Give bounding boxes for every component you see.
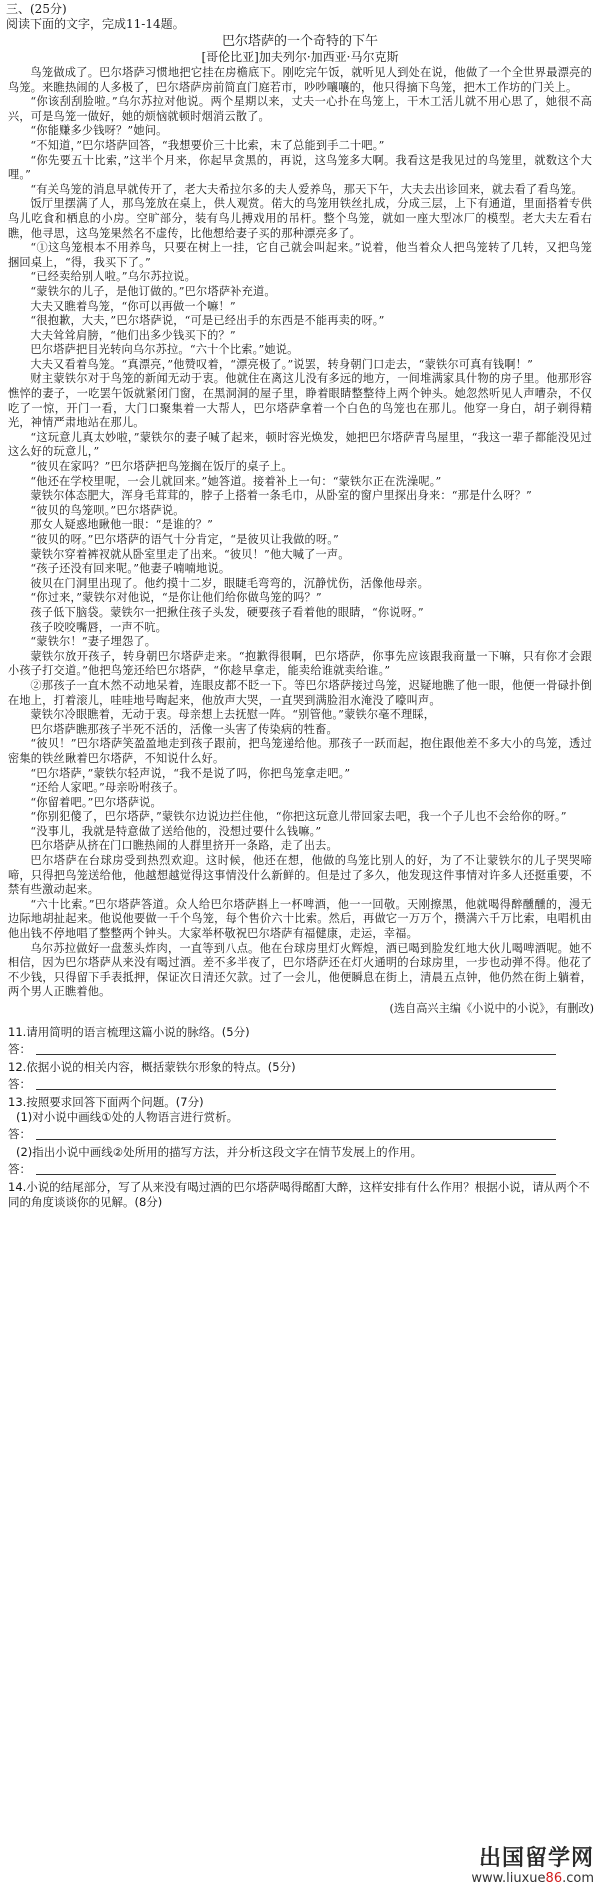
answer-label: 答： bbox=[8, 1076, 31, 1091]
story-paragraph: “六十比索。”巴尔塔萨答道。众人给巴尔塔萨斟上一杯啤酒，他一一回敬。天刚擦黑，他就喝得醉醺醺的，漫无边际地胡扯起来。他说他要做一千个鸟笼，每个售价六十比索。然后，再做它一万万个，攒满六千万比索，电唱机由他出钱不停地唱了整整两个钟头。大家举杯敬祝巴尔塔萨有福健康，走运，幸福。 bbox=[8, 897, 592, 941]
story-paragraph: 蒙铁尔穿着裤衩就从卧室里走了出来。“彼贝！”他大喊了一声。 bbox=[30, 547, 350, 561]
story-paragraph: “彼贝！”巴尔塔萨笑盈盈地走到孩子跟前，把鸟笼递给他。那孩子一跃而起，抱住跟他差不多大小的鸟笼，透过密集的铁丝瞅着巴尔塔萨，不知说什么好。 bbox=[8, 737, 592, 765]
story-paragraph: 蒙铁尔体态肥大，浑身毛茸茸的，脖子上搭着一条毛巾，从卧室的窗户里探出身来：“那是什么呀？” bbox=[30, 489, 532, 503]
watermark-site-name: 出国留学网 bbox=[478, 1846, 594, 1871]
story-paragraph: “巴尔塔萨，”蒙铁尔轻声说，“我不是说了吗，你把鸟笼拿走吧。” bbox=[30, 766, 351, 780]
question-13: 13.按照要求回答下面两个问题。(7分) bbox=[8, 1094, 204, 1109]
answer-line[interactable] bbox=[8, 1160, 592, 1180]
story-paragraph: “你能赚多少钱呀？”她问。 bbox=[30, 124, 168, 138]
question-13-part-1: (1)对小说中画线①处的人物语言进行赏析。 bbox=[16, 1109, 239, 1124]
story-paragraph: “你先要五十比索，”这半个月来，你起早贪黑的，再说，这鸟笼多大啊。我看这是我见过的鸟笼里，就数这个大哩。” bbox=[8, 153, 592, 182]
site-watermark bbox=[471, 1846, 594, 1886]
story-paragraph: 巴尔塔萨从挤在门口瞧热闹的人群里挤开一条路，走了出去。 bbox=[30, 839, 338, 853]
story-paragraph: 大夫又瞧着鸟笼，“你可以再做一个嘛！” bbox=[30, 299, 236, 313]
story-paragraph: 鸟笼做成了。巴尔塔萨习惯地把它挂在房檐底下。刚吃完午饭，就听见人到处在说，他做了一个全世界最漂亮的鸟笼。来瞧热闹的人多极了，巴尔塔萨房前简直门庭若市，吵吵嚷嚷的，他只得摘下鸟笼，把木工作坊的门关上。 bbox=[8, 66, 592, 94]
story-paragraph: “你别犯傻了，巴尔塔萨，”蒙铁尔边说边拦住他，“你把这玩意儿带回家去吧，我一个子儿也不会给你的呀。” bbox=[30, 810, 567, 824]
story-paragraph: 蒙铁尔冷眼瞧着，无动于衷。母亲想上去抚慰一阵。“别管他。”蒙铁尔毫不理睬， bbox=[30, 708, 436, 722]
story-paragraph: “蒙铁尔！”妻子埋怨了。 bbox=[30, 635, 157, 649]
section-heading: 三、(25分) bbox=[6, 2, 67, 16]
answer-label: 答： bbox=[8, 1161, 31, 1176]
story-paragraph: “有关鸟笼的消息早就传开了，老大夫希拉尔多的夫人爱养鸟，那天下午，大夫去出诊回来，就去看了看鸟笼。 bbox=[30, 182, 583, 196]
question-11: 11.请用简明的语言梳理这篇小说的脉络。(5分) bbox=[8, 1024, 250, 1039]
story-paragraph: “彼贝的鸟笼呗。”巴尔塔萨说。 bbox=[30, 503, 185, 517]
question-section bbox=[0, 1025, 600, 1210]
answer-line[interactable] bbox=[8, 1040, 592, 1060]
story-paragraph: 巴尔塔萨把目光转向乌尔苏拉。“六十个比索。”她说。 bbox=[30, 343, 299, 357]
story-title: 巴尔塔萨的一个奇特的下午 bbox=[221, 34, 378, 49]
story-paragraph: 蒙铁尔放开孩子，转身朝巴尔塔萨走来。“抱歉得很啊，巴尔塔萨，你事先应该跟我商量一下嘛，只有你才会跟小孩子打交道。”他把鸟笼还给巴尔塔萨，“你趁早拿走，能卖给谁就卖给谁。” bbox=[8, 649, 592, 678]
reading-instruction: 阅读下面的文字，完成11-14题。 bbox=[6, 17, 185, 31]
story-paragraph: “没事儿，我就是特意做了送给他的，没想过要什么钱嘛。” bbox=[30, 824, 322, 838]
story-paragraph: 乌尔苏拉做好一盘葱头炸肉，一直等到八点。他在台球房里灯火辉煌，酒已喝到脸发红地大伙儿喝啤酒呢。她不相信，因为巴尔塔萨从来没有喝过酒。差不多半夜了，巴尔塔萨还在灯火通明的台球房里，一步也动弹不得。他花了不少钱，只得留下手表抵押，保证次日清还欠款。过了一会儿，他便瞬息在街上，清晨五点钟，他仍然在街上躺着，两个男人正瞧着他。 bbox=[8, 941, 592, 999]
story-paragraph: “已经卖给别人啦。”乌尔苏拉说。 bbox=[30, 270, 197, 284]
question-14: 14.小说的结尾部分，写了从来没有喝过酒的巴尔塔萨喝得酩酊大醉，这样安排有什么作用？根据小说，请从两个不同的角度谈谈你的见解。(8分) bbox=[8, 1179, 590, 1209]
story-paragraph: “你过来，”蒙铁尔对他说，“是你让他们给你做鸟笼的吗？” bbox=[30, 591, 322, 605]
story-paragraph: 大夫耸耸肩膀，“他们出多少钱买下的？” bbox=[30, 328, 236, 342]
question-13-part-2: (2)指出小说中画线②处所用的描写方法，并分析这段文字在情节发展上的作用。 bbox=[16, 1144, 423, 1159]
story-body bbox=[0, 66, 600, 1000]
story-paragraph: 巴尔塔萨在台球房受到热烈欢迎。这时候，他还在想，他做的鸟笼比别人的好，为了不让蒙铁尔的儿子哭哭啼啼，只得把鸟笼送给他，他越想越觉得这事情没什么新鲜的。但是过了多久，他发现这件事情对许多人还挺重要，不禁有些激动起来。 bbox=[8, 854, 592, 897]
question-12: 12.依据小说的相关内容，概括蒙铁尔形象的特点。(5分) bbox=[8, 1059, 296, 1074]
story-paragraph: “他还在学校里呢，一会儿就回来。”她答道。接着补上一句：“蒙铁尔正在洗澡呢。” bbox=[30, 474, 442, 488]
story-paragraph: “蒙铁尔的儿子，是他订做的。”巴尔塔萨补充道。 bbox=[30, 284, 276, 298]
story-paragraph: “彼贝在家吗？”巴尔塔萨把鸟笼搁在饭厅的桌子上。 bbox=[30, 460, 293, 474]
story-paragraph: 那女人疑惑地瞅他一眼：“是谁的？” bbox=[30, 518, 214, 532]
story-source: (选自高兴主编《小说中的小说》，有删改) bbox=[389, 1002, 594, 1015]
story-paragraph: 巴尔塔萨瞧那孩子半死不活的，活像一头害了传染病的牲畜。 bbox=[30, 722, 338, 736]
story-paragraph: 财主蒙铁尔对于鸟笼的新闻无动于衷。他就住在离这儿没有多远的地方，一间堆满家具什物的房子里。他那形容憔悴的妻子，一吃罢午饭就紧闭门窗，在黑洞洞的屋子里，睁着眼睛整整待上两个钟头。她忽然听见人声嘈杂，不仅吃了一惊，开门一看，大门口聚集着一大帮人，巴尔塔萨拿着一个白色的鸟笼也在那儿。他穿一身白，胡子剃得精光，神情严肃地站在那儿。 bbox=[8, 372, 592, 430]
story-paragraph: 彼贝在门洞里出现了。他约摸十二岁，眼睫毛弯弯的，沉静忧伤，活像他母亲。 bbox=[30, 576, 429, 590]
story-paragraph: ②那孩子一直木然不动地呆着，连眼皮都不眨一下。等巴尔塔萨接过鸟笼，迟疑地瞧了他一眼，他便一骨碌扑倒在地上，打着滚儿，哇哇地号啕起来，他放声大哭，一直哭到满脸泪水淹没了嚎叫声。 bbox=[8, 678, 592, 707]
story-paragraph: “①这鸟笼根本不用养鸟，只要在树上一挂，它自己就会叫起来。”说着，他当着众人把鸟笼转了几转，又把鸟笼捆回桌上，“得，我买下了。” bbox=[8, 241, 592, 269]
story-paragraph: “你该刮刮脸啦。”乌尔苏拉对他说。两个星期以来，丈夫一心扑在鸟笼上，干木工活儿就不用心思了，她很不高兴，可是鸟笼一做好，她的烦恼就顿时烟消云散了。 bbox=[8, 95, 592, 123]
story-paragraph: “这玩意儿真太妙啦，”蒙铁尔的妻子喊了起来，顿时容光焕发，她把巴尔塔萨青鸟屋里，“我这一辈子都能没见过这么好的玩意儿，” bbox=[8, 430, 592, 459]
story-paragraph: “很抱歉，大夫，”巴尔塔萨说，“可是已经出手的东西是不能再卖的呀。” bbox=[30, 314, 385, 328]
story-paragraph: “不知道，”巴尔塔萨回答，“我想要价三十比索，末了总能到手二十吧。” bbox=[30, 138, 385, 152]
answer-label: 答： bbox=[8, 1041, 31, 1056]
story-paragraph: “孩子还没有回来呢。”他妻子喃喃地说。 bbox=[30, 562, 231, 576]
answer-line[interactable] bbox=[8, 1075, 592, 1095]
watermark-url: www.liuxue86.com bbox=[471, 1871, 594, 1886]
story-paragraph: 孩子咬咬嘴唇，一声不吭。 bbox=[30, 620, 168, 634]
story-paragraph: 大夫又看着鸟笼。“真漂亮，”他赞叹着，“漂亮极了。”说罢，转身朝门口走去，“蒙铁尔可真有钱啊！” bbox=[30, 357, 533, 371]
story-paragraph: “彼贝的呀。”巴尔塔萨的语气十分肯定，“是彼贝让我做的呀。” bbox=[30, 533, 339, 546]
story-paragraph: 孩子低下脑袋。蒙铁尔一把揪住孩子头发，硬要孩子看着他的眼睛，“你说呀。” bbox=[30, 605, 424, 619]
story-paragraph: “你留着吧。”巴尔塔萨说。 bbox=[30, 795, 162, 809]
answer-label: 答： bbox=[8, 1126, 31, 1141]
story-paragraph: 饭厅里摆满了人，那鸟笼放在桌上，供人观赏。偌大的鸟笼用铁丝扎成，分成三层，上下有通道，里面搭着专供鸟儿吃食和栖息的小房。空旷部分，装有鸟儿搏戏用的吊杆。整个鸟笼，就如一座大型冰厂的模型。老大夫左看右瞧，他寻思，这鸟笼果然名不虚传，比他想给妻子买的那种漂亮多了。 bbox=[8, 197, 592, 240]
story-author: [哥伦比亚]加夫列尔·加西亚·马尔克斯 bbox=[201, 50, 399, 64]
story-paragraph: “还给人家吧。”母亲吩咐孩子。 bbox=[30, 781, 185, 795]
answer-line[interactable] bbox=[8, 1125, 592, 1145]
